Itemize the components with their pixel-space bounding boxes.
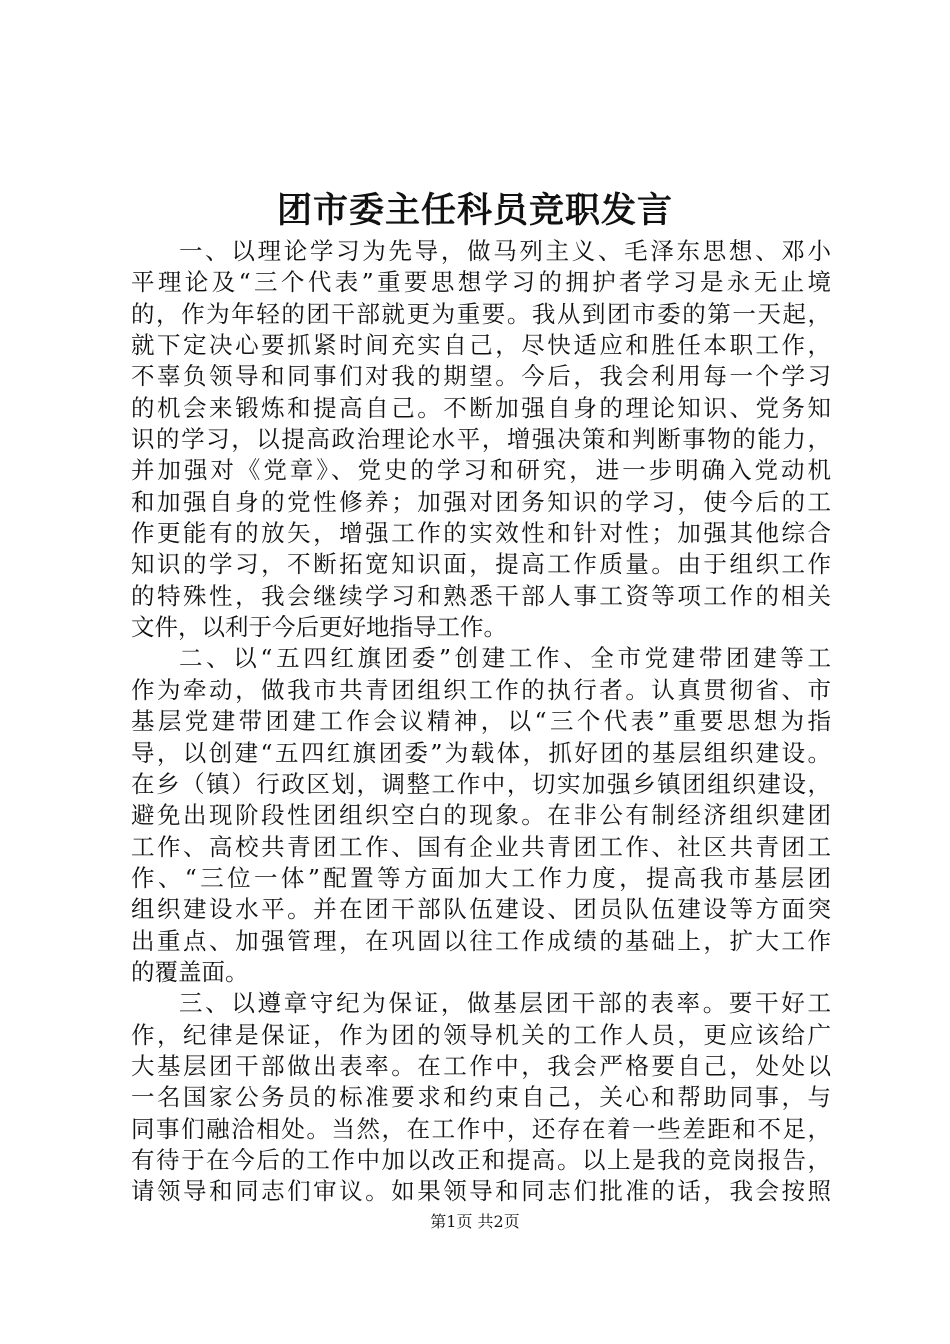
body-line: 一名国家公务员的标准要求和约束自己，关心和帮助同事，与 [131, 1083, 831, 1112]
body-line: 平理论及“三个代表”重要思想学习的拥护者学习是永无止境 [131, 268, 831, 297]
body-line: 知识的学习，不断拓宽知识面，提高工作质量。由于组织工作 [131, 550, 831, 579]
body-line: 作，纪律是保证，作为团的领导机关的工作人员，更应该给广 [131, 1020, 831, 1049]
body-line: 请领导和同志们审议。如果领导和同志们批准的话，我会按照 [131, 1177, 831, 1206]
body-line: 不辜负领导和同事们对我的期望。今后，我会利用每一个学习 [131, 362, 831, 391]
body-line: 就下定决心要抓紧时间充实自己，尽快适应和胜任本职工作， [131, 331, 831, 360]
body-line: 并加强对《党章》、党史的学习和研究，进一步明确入党动机 [131, 456, 831, 485]
body-line: 的，作为年轻的团干部就更为重要。我从到团市委的第一天起， [131, 299, 831, 328]
body-line: 导，以创建“五四红旗团委”为载体，抓好团的基层组织建设。 [131, 738, 831, 767]
body-line: 作、“三位一体”配置等方面加大工作力度，提高我市基层团 [131, 863, 831, 892]
body-line: 工作、高校共青团工作、国有企业共青团工作、社区共青团工 [131, 832, 831, 861]
body-line: 文件，以利于今后更好地指导工作。 [131, 613, 507, 642]
body-line: 的机会来锻炼和提高自己。不断加强自身的理论知识、党务知 [131, 393, 831, 422]
body-line: 和加强自身的党性修养；加强对团务知识的学习，使今后的工 [131, 487, 831, 516]
body-line: 二、以“五四红旗团委”创建工作、全市党建带团建等工 [179, 644, 831, 673]
document-body [131, 236, 831, 1208]
body-line: 识的学习，以提高政治理论水平，增强决策和判断事物的能力， [131, 425, 831, 454]
body-line: 的特殊性，我会继续学习和熟悉干部人事工资等项工作的相关 [131, 581, 831, 610]
body-line: 组织建设水平。并在团干部队伍建设、团员队伍建设等方面突 [131, 895, 831, 924]
body-line: 出重点、加强管理，在巩固以往工作成绩的基础上，扩大工作 [131, 926, 831, 955]
body-line: 的覆盖面。 [131, 957, 249, 986]
body-line: 作为牵动，做我市共青团组织工作的执行者。认真贯彻省、市 [131, 675, 831, 704]
body-line: 避免出现阶段性团组织空白的现象。在非公有制经济组织建团 [131, 801, 831, 830]
body-line: 有待于在今后的工作中加以改正和提高。以上是我的竞岗报告， [131, 1145, 831, 1174]
body-line: 一、以理论学习为先导，做马列主义、毛泽东思想、邓小 [179, 237, 831, 265]
page-number-footer: 第1页 共2页 [430, 1212, 520, 1231]
body-line: 同事们融洽相处。当然，在工作中，还存在着一些差距和不足， [131, 1114, 831, 1143]
body-line: 作更能有的放矢，增强工作的实效性和针对性；加强其他综合 [131, 519, 831, 548]
body-line: 基层党建带团建工作会议精神，以“三个代表”重要思想为指 [131, 707, 831, 736]
body-line: 在乡（镇）行政区划，调整工作中，切实加强乡镇团组织建设， [131, 769, 831, 798]
body-line: 大基层团干部做出表率。在工作中，我会严格要自己，处处以 [131, 1051, 831, 1080]
document-title: 团市委主任科员竞职发言 [276, 190, 673, 231]
body-line: 三、以遵章守纪为保证，做基层团干部的表率。要干好工 [179, 989, 831, 1018]
